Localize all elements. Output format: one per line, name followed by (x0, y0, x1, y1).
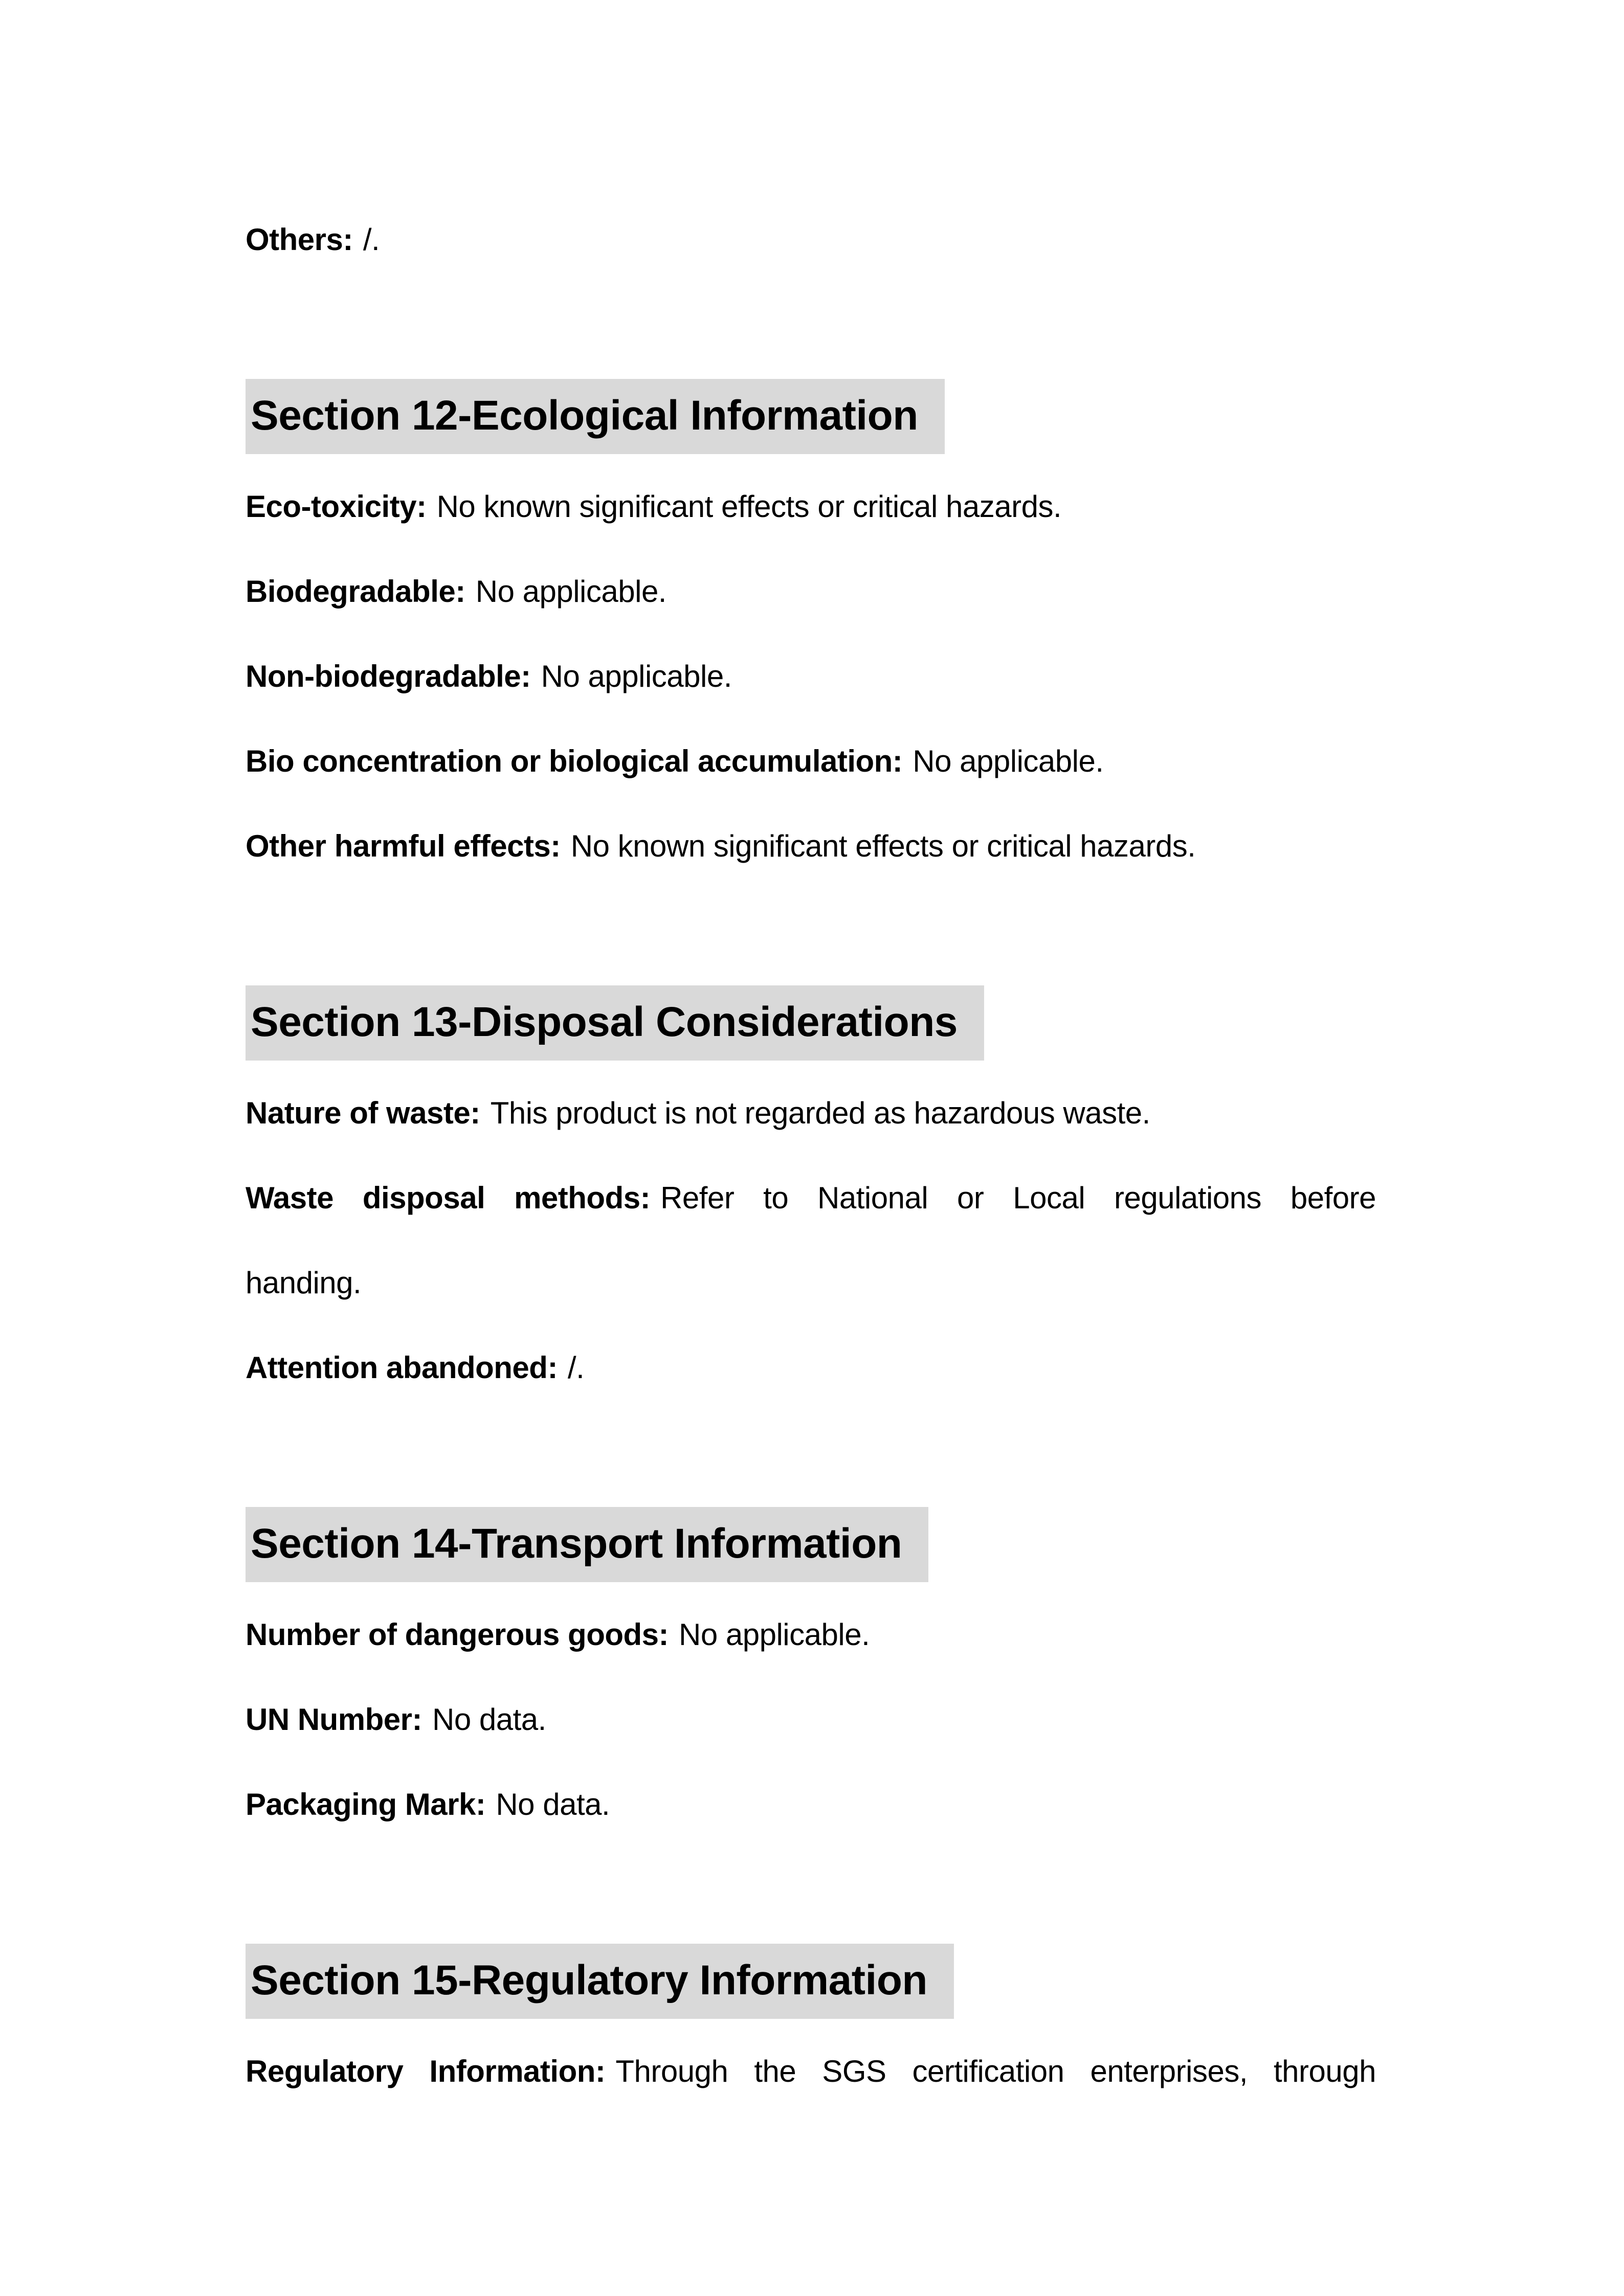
field-label: Other harmful effects: (246, 829, 561, 863)
field-value: This product is not regarded as hazardous waste. (490, 1096, 1150, 1130)
field-value: No known significant effects or critical hazards. (570, 829, 1196, 863)
field-value: No applicable. (679, 1617, 870, 1652)
section-title-highlight: Section 14-Transport Information (246, 1507, 928, 1582)
field-value: No applicable. (475, 574, 666, 609)
field-row-waste-disposal-methods (246, 1156, 1376, 1325)
field-value: /. (567, 1350, 585, 1385)
field-row-regulatory-information (246, 2029, 1376, 2114)
field-row-un-number (246, 1677, 1376, 1762)
field-value: No known significant effects or critical hazards. (436, 489, 1062, 524)
section-title-highlight: Section 12-Ecological Information (246, 379, 945, 454)
field-value: No data. (432, 1702, 546, 1737)
field-row-attention-abandoned (246, 1325, 1376, 1410)
field-row-nature-of-waste (246, 1071, 1376, 1156)
field-row-bio-concentration (246, 719, 1376, 804)
field-label: Bio concentration or biological accumulation: (246, 744, 903, 778)
field-value: /. (363, 222, 380, 257)
section-title-highlight: Section 13-Disposal Considerations (246, 985, 984, 1061)
field-label: Packaging Mark: (246, 1787, 486, 1821)
section-12-heading (246, 367, 1376, 464)
field-label: Biodegradable: (246, 574, 465, 609)
field-label: Eco-toxicity: (246, 489, 427, 524)
section-13-heading (246, 974, 1376, 1071)
justified-line (246, 1156, 1376, 1241)
field-row-other-harmful-effects (246, 804, 1376, 889)
field-label: UN Number: (246, 1702, 422, 1737)
field-value: Refer to National or Local regulations before (660, 1181, 1376, 1215)
field-value: No applicable. (913, 744, 1104, 778)
field-row-number-of-dangerous-goods (246, 1592, 1376, 1677)
field-row-eco-toxicity (246, 464, 1376, 549)
field-label: Nature of waste: (246, 1096, 480, 1130)
field-row-packaging-mark (246, 1762, 1376, 1847)
field-value: No applicable. (541, 659, 732, 693)
field-label: Regulatory Information: (246, 2054, 606, 2088)
field-label: Waste disposal methods: (246, 1181, 651, 1215)
field-row-others (246, 197, 1376, 282)
field-label: Attention abandoned: (246, 1350, 558, 1385)
section-title-highlight: Section 15-Regulatory Information (246, 1944, 954, 2019)
field-value: No data. (496, 1787, 610, 1821)
section-14-heading (246, 1495, 1376, 1592)
field-label: Others: (246, 222, 353, 257)
field-row-non-biodegradable (246, 634, 1376, 719)
justified-line (246, 2029, 1376, 2114)
field-value-continued: handing. (246, 1266, 362, 1300)
section-15-heading (246, 1932, 1376, 2029)
field-row-biodegradable (246, 549, 1376, 634)
field-value: Through the SGS certification enterprises, through (615, 2054, 1376, 2088)
field-label: Number of dangerous goods: (246, 1617, 669, 1652)
field-label: Non-biodegradable: (246, 659, 531, 693)
